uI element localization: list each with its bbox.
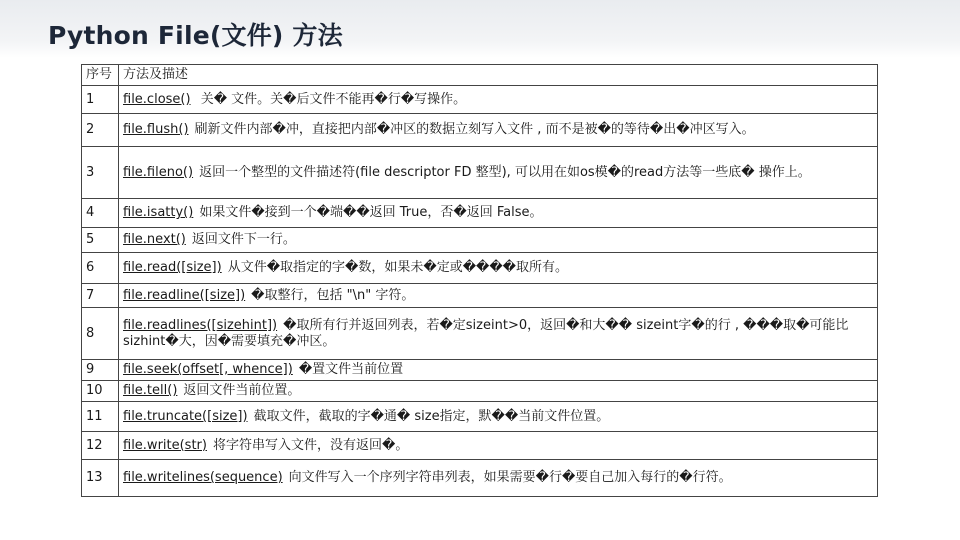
row-num: 10 xyxy=(82,381,119,402)
table-row xyxy=(82,253,878,284)
row-num: 7 xyxy=(82,284,119,308)
row-num: 13 xyxy=(82,460,119,497)
row-desc-cell xyxy=(119,114,878,147)
row-num: 5 xyxy=(82,228,119,253)
method-description: 返回文件下一行。 xyxy=(191,232,296,247)
method-description: 截取文件，截取的字�通� size指定，默��当前文件位置。 xyxy=(253,408,610,424)
row-num: 6 xyxy=(82,253,119,284)
table-row xyxy=(82,199,878,228)
method-link[interactable]: file.flush() xyxy=(123,122,189,137)
header-num: 序号 xyxy=(82,65,119,86)
method-description: 关� 文件。关�后文件不能再�行�写操作。 xyxy=(196,91,467,107)
row-num: 3 xyxy=(82,147,119,199)
row-num: 1 xyxy=(82,86,119,114)
header-desc: 方法及描述 xyxy=(119,65,878,86)
method-link[interactable]: file.tell() xyxy=(123,383,178,398)
row-num: 8 xyxy=(82,308,119,360)
method-description: �取所有行并返回列表，若�定sizeint>0，返回�和大�� sizeint字�的行 , ���取�可能比 sizhint�大，因�需要填充�冲区。 xyxy=(123,317,849,349)
row-desc-cell xyxy=(119,86,878,114)
method-link[interactable]: file.readline([size]) xyxy=(123,287,246,303)
table-row xyxy=(82,228,878,253)
methods-table-container xyxy=(81,64,877,497)
method-description: 从文件�取指定的字�数，如果未�定或����取所有。 xyxy=(227,260,569,275)
method-description: 向文件写入一个序列字符串列表，如果需要�行�要自己加入每行的�行符。 xyxy=(288,470,732,485)
row-num: 11 xyxy=(82,402,119,432)
row-num: 9 xyxy=(82,360,119,381)
row-desc-cell xyxy=(119,199,878,228)
row-desc-cell xyxy=(119,460,878,497)
page-title: Python File(文件) 方法 xyxy=(48,21,343,50)
table-row xyxy=(82,402,878,432)
methods-table xyxy=(81,64,878,497)
row-desc-cell xyxy=(119,402,878,432)
table-row xyxy=(82,308,878,360)
row-desc-cell xyxy=(119,253,878,284)
row-desc-cell xyxy=(119,147,878,199)
method-description: 将字符串写入文件，没有返回�。 xyxy=(212,437,409,453)
table-row xyxy=(82,86,878,114)
row-desc-cell xyxy=(119,284,878,308)
method-link[interactable]: file.truncate([size]) xyxy=(123,408,248,424)
row-desc-cell xyxy=(119,432,878,460)
method-link[interactable]: file.write(str) xyxy=(123,437,207,453)
table-row xyxy=(82,381,878,402)
table-row xyxy=(82,284,878,308)
table-row xyxy=(82,460,878,497)
row-desc-cell xyxy=(119,308,878,360)
table-row xyxy=(82,432,878,460)
method-link[interactable]: file.next() xyxy=(123,232,186,247)
method-link[interactable]: file.readlines([sizehint]) xyxy=(123,317,278,333)
table-row xyxy=(82,147,878,199)
table-row xyxy=(82,360,878,381)
method-description: �取整行，包括 "\n" 字符。 xyxy=(251,287,415,303)
row-num: 4 xyxy=(82,199,119,228)
method-description: �置文件当前位置 xyxy=(298,362,404,377)
method-description: 刷新文件内部�冲，直接把内部�冲区的数据立刻写入文件 , 而不是被�的等待�出�冲区写入。 xyxy=(194,122,755,137)
method-link[interactable]: file.read([size]) xyxy=(123,260,222,275)
table-row xyxy=(82,114,878,147)
row-num: 2 xyxy=(82,114,119,147)
method-link[interactable]: file.close() xyxy=(123,91,191,107)
method-description: 如果文件�接到一个�端��返回 True，否�返回 False。 xyxy=(199,205,543,220)
row-desc-cell xyxy=(119,360,878,381)
method-description: 返回一个整型的文件描述符(file descriptor FD 整型), 可以用在如os模�的read方法等一些底� 操作上。 xyxy=(199,164,811,180)
method-link[interactable]: file.writelines(sequence) xyxy=(123,470,283,485)
method-link[interactable]: file.isatty() xyxy=(123,205,194,220)
row-desc-cell xyxy=(119,228,878,253)
table-header-row xyxy=(82,65,878,86)
method-link[interactable]: file.seek(offset[, whence]) xyxy=(123,362,293,377)
row-num: 12 xyxy=(82,432,119,460)
row-desc-cell xyxy=(119,381,878,402)
method-link[interactable]: file.fileno() xyxy=(123,164,194,180)
method-description: 返回文件当前位置。 xyxy=(183,383,301,398)
